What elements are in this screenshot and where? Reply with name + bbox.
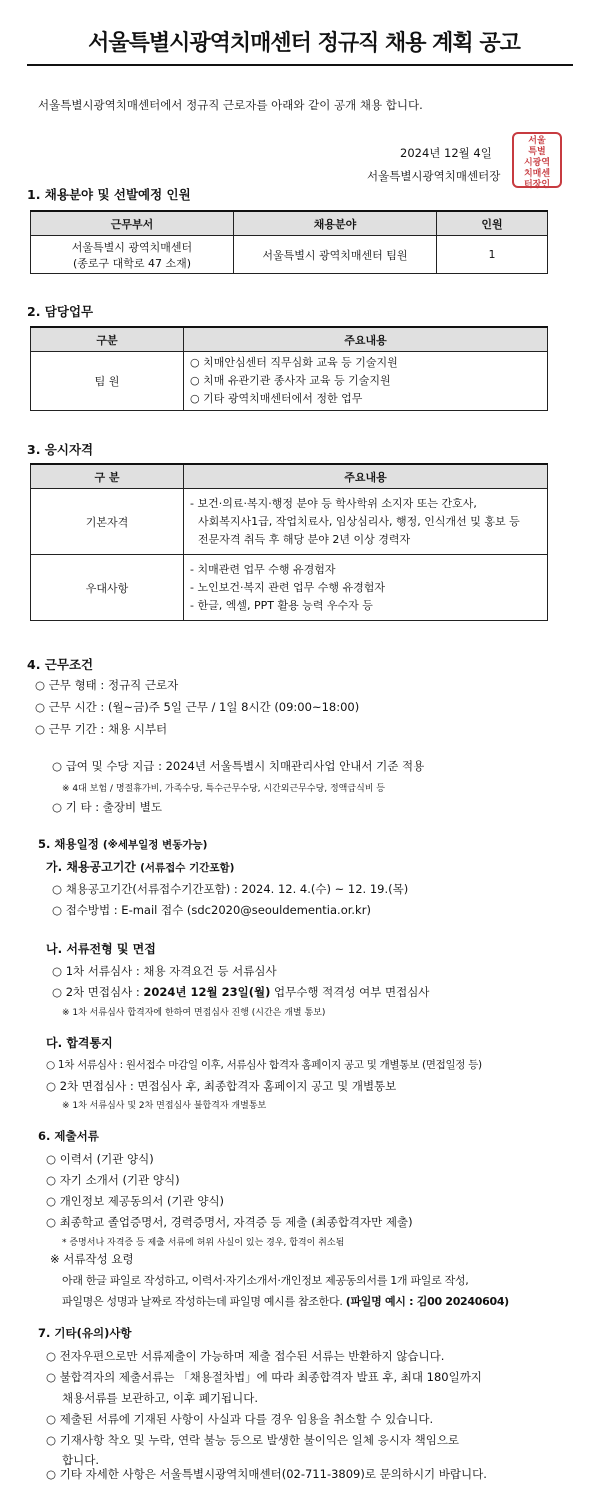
work-type: ○ 근무 형태 : 정규직 근로자	[35, 678, 179, 692]
duty-content: ○ 치매안심센터 직무심화 교육 등 기술지원 ○ 치매 유관기관 종사자 교육 등 기술지원 ○ 기타 광역치매센터에서 정한 업무	[184, 352, 548, 411]
notice-note: ※ 1차 서류심사 및 2차 면접심사 불합격자 개별통보	[62, 1101, 267, 1111]
col-dept: 근무부서	[31, 211, 234, 236]
dept-cell: 서울특별시 광역치매센터 (종로구 대학로 47 소재)	[31, 236, 234, 274]
pref-label: 우대사항	[31, 555, 184, 621]
note-line-1: ○ 전자우편으로만 서류제출이 가능하며 제출 접수된 서류는 반환하지 않습니다.	[46, 1349, 445, 1363]
document-screening: ○ 1차 서류심사 : 채용 자격요건 등 서류심사	[52, 964, 277, 978]
note-line-2: ○ 불합격자의 제출서류는 「채용절차법」에 따라 최종합격자 발표 후, 최대 180일까지	[46, 1370, 482, 1384]
page-title: 서울특별시광역치매센터 정규직 채용 계획 공고	[88, 31, 520, 56]
work-period: ○ 근무 기간 : 채용 시부터	[35, 722, 168, 736]
doc-privacy: ○ 개인정보 제공동의서 (기관 양식)	[46, 1194, 225, 1208]
guide-line-1: 아래 한글 파일로 작성하고, 이력서·자기소개서·개인정보 제공동의서를 1개 파일로 작성,	[62, 1274, 469, 1287]
schedule-a-heading: 가. 채용공고기간 (서류접수 기간포함)	[46, 860, 235, 874]
doc-note: * 증명서나 자격증 등 제출 서류에 허위 사실이 있는 경우, 합격이 취소됨	[62, 1238, 345, 1248]
col-content: 주요내용	[184, 464, 548, 489]
posting-period: ○ 채용공고기간(서류접수기간포함) : 2024. 12. 4.(수) ~ 12. 19.(목)	[52, 882, 409, 896]
col-content: 주요내용	[184, 327, 548, 352]
note-line-4: ○ 제출된 서류에 기재된 사항이 사실과 다를 경우 임용을 취소할 수 있습니다.	[46, 1412, 434, 1426]
title-divider	[27, 64, 573, 66]
interview-note: ※ 1차 서류심사 합격자에 한하여 면접심사 진행 (시간은 개별 통보)	[62, 1008, 326, 1018]
section-5-heading: 5. 채용일정 (※세부일정 변동가능)	[38, 837, 208, 851]
section-2-heading: 2. 담당업무	[27, 304, 94, 319]
col-category: 구 분	[31, 464, 184, 489]
section-3-heading: 3. 응시자격	[27, 442, 94, 457]
announcement-date: 2024년 12월 4일	[400, 146, 492, 160]
basic-content: - 보건·의료·복지·행정 분야 등 학사학위 소지자 또는 간호사, 사회복지사1급, 작업치료사, 임상심리사, 행정, 인식개선 및 홍보 등 전문자격 취득 후 해당 분야 2년 이상 경력자	[184, 489, 548, 555]
etc-info: ○ 기 타 : 출장비 별도	[52, 800, 162, 814]
qualification-table	[30, 463, 548, 621]
schedule-c-heading: 다. 합격통지	[46, 1036, 113, 1050]
note-line-7: ○ 기타 자세한 사항은 서울특별시광역치매센터(02-711-3809)로 문의하시기 바랍니다.	[46, 1467, 487, 1481]
pay-info: ○ 급여 및 수당 지급 : 2024년 서울특별시 치매관리사업 안내서 기준 적용	[52, 759, 425, 773]
intro-text: 서울특별시광역치매센터에서 정규직 근로자를 아래와 같이 공개 채용 합니다.	[38, 98, 423, 112]
doc-self-intro: ○ 자기 소개서 (기관 양식)	[46, 1173, 180, 1187]
pref-content: - 치매관련 업무 수행 유경험자 - 노인보건·복지 관련 업무 수행 유경험자 - 한글, 엑셀, PPT 활용 능력 우수자 등	[184, 555, 548, 621]
issuer-name: 서울특별시광역치매센터장	[367, 169, 501, 183]
note-line-5: ○ 기재사항 착오 및 누락, 연락 불능 등으로 발생한 불이익은 일체 응시자 책임으로	[46, 1433, 460, 1447]
application-method: ○ 접수방법 : E-mail 접수 (sdc2020@seouldementia.or.kr)	[52, 903, 371, 917]
doc-resume: ○ 이력서 (기관 양식)	[46, 1152, 154, 1166]
notice-second: ○ 2차 면접심사 : 면접심사 후, 최종합격자 홈페이지 공고 및 개별통보	[46, 1079, 397, 1093]
section-1-heading: 1. 채용분야 및 선발예정 인원	[27, 187, 191, 202]
basic-label: 기본자격	[31, 489, 184, 555]
doc-certificates: ○ 최종학교 졸업증명서, 경력증명서, 자격증 등 제출 (최종합격자만 제출)	[46, 1215, 413, 1229]
work-hours: ○ 근무 시간 : (월~금)주 5일 근무 / 1일 8시간 (09:00~18:00)	[35, 700, 360, 714]
guide-line-2: 파일명은 성명과 날짜로 작성하는데 파일명 예시를 참조한다. (파일명 예시 : 김00 20240604)	[62, 1295, 509, 1308]
section-7-heading: 7. 기타(유의)사항	[38, 1326, 132, 1340]
section-6-heading: 6. 제출서류	[38, 1129, 99, 1143]
schedule-b-heading: 나. 서류전형 및 면접	[46, 942, 156, 956]
guide-heading: ※ 서류작성 요령	[50, 1252, 134, 1266]
recruitment-table	[30, 210, 548, 274]
col-field: 채용분야	[234, 211, 437, 236]
note-line-6: 합니다.	[62, 1453, 99, 1467]
notice-first: ○ 1차 서류심사 : 원서접수 마감일 이후, 서류심사 합격자 홈페이지 공고 및 개별통보 (면접일정 등)	[46, 1059, 482, 1071]
col-category: 구분	[31, 327, 184, 352]
duties-table	[30, 326, 548, 411]
section-4-heading: 4. 근무조건	[27, 657, 94, 672]
col-count: 인원	[437, 211, 548, 236]
interview-screening: ○ 2차 면접심사 : 2024년 12월 23일(월) 업무수행 적격성 여부 면접심사	[52, 985, 430, 999]
official-seal-stamp: 서울 특별 시광역 치매센 터장인	[512, 132, 562, 188]
duty-label: 팀 원	[31, 352, 184, 411]
field-cell: 서울특별시 광역치매센터 팀원	[234, 236, 437, 274]
note-line-3: 채용서류를 보관하고, 이후 폐기됩니다.	[62, 1391, 259, 1405]
pay-note: ※ 4대 보험 / 명절휴가비, 가족수당, 특수근무수당, 시간외근무수당, 정액급식비 등	[62, 784, 386, 794]
count-cell: 1	[437, 236, 548, 274]
